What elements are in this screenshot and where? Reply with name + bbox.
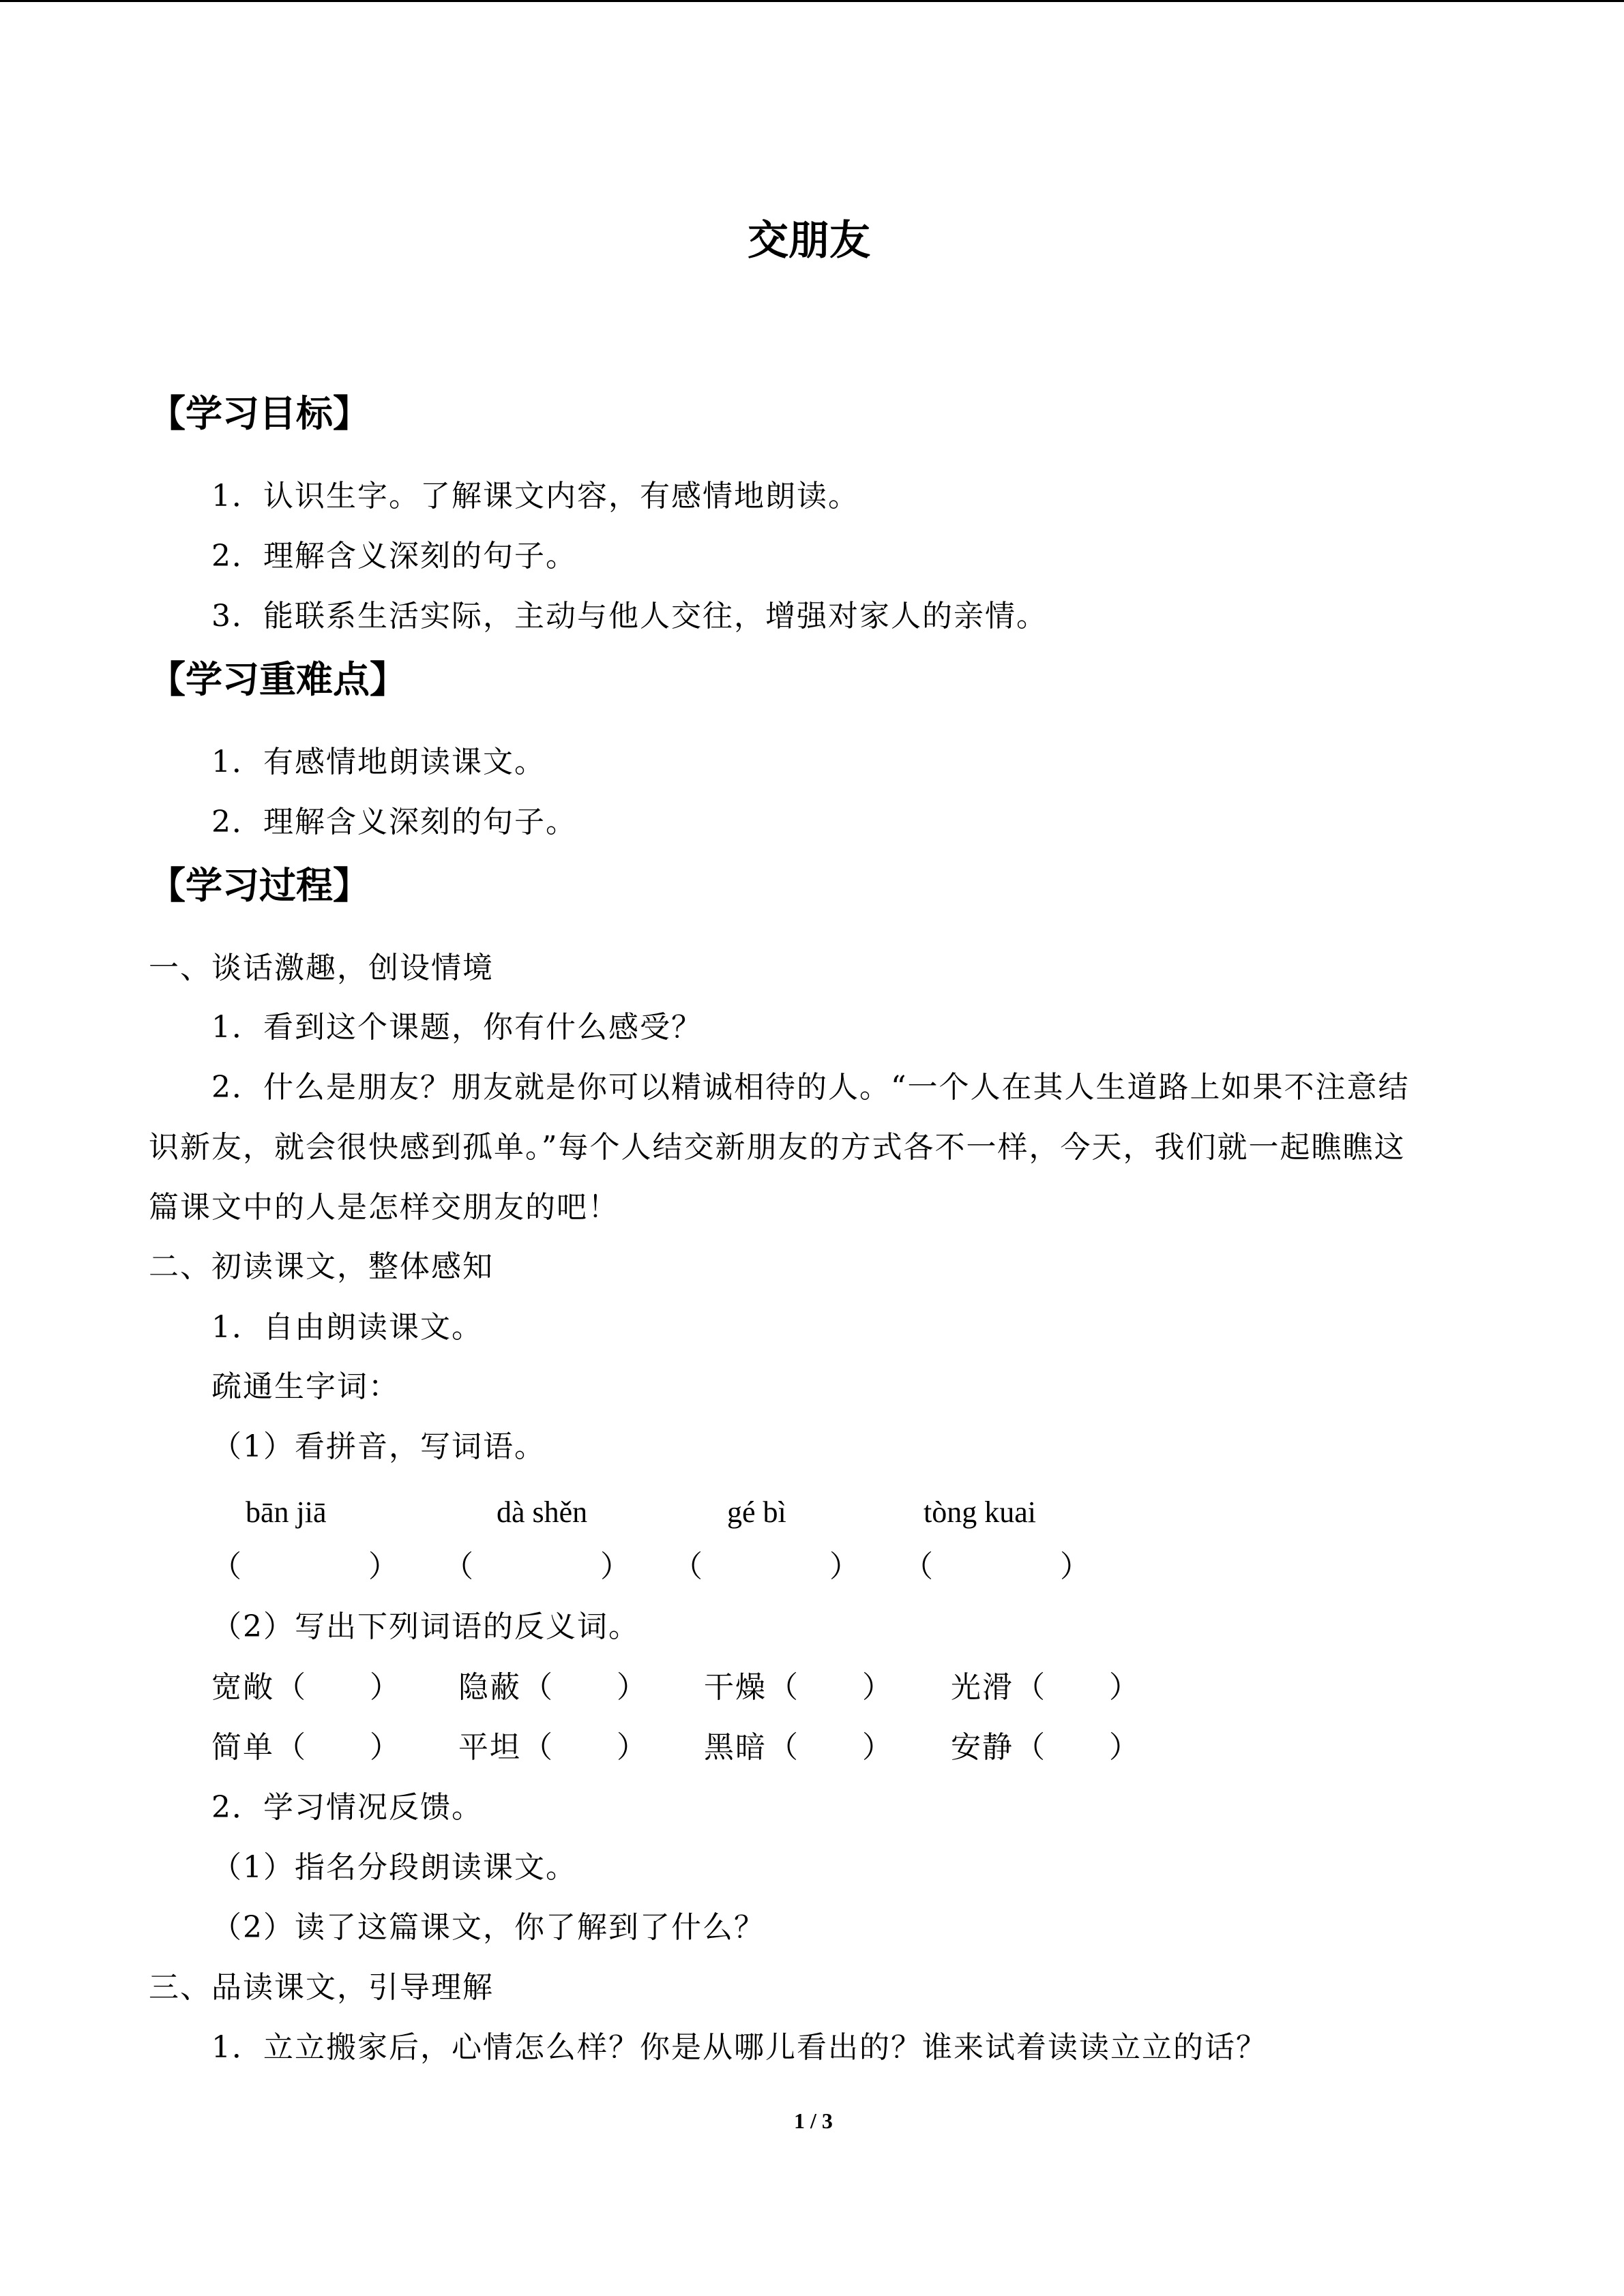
antonym-word: 平坦 xyxy=(458,1730,521,1765)
antonym-word: 宽敞 xyxy=(211,1670,274,1705)
part3-question-1: 1．立立搬家后，心情怎么样？你是从哪儿看出的？谁来试着读读立立的话？ xyxy=(211,2030,1267,2065)
antonym-word: 简单 xyxy=(211,1730,274,1765)
pinyin-2: dà shěn xyxy=(497,1495,588,1529)
antonym-blank[interactable]: （ ） xyxy=(522,1730,648,1765)
answer-blank-1[interactable]: （ ） xyxy=(211,1549,400,1584)
part2-step-2: 2．学习情况反馈。 xyxy=(211,1790,483,1825)
antonym-blank[interactable]: （ ） xyxy=(768,1670,894,1705)
answer-blank-4[interactable]: （ ） xyxy=(903,1549,1091,1584)
antonym-blank[interactable]: （ ） xyxy=(276,1670,401,1705)
part3-title: 三、品读课文，引导理解 xyxy=(149,1970,494,2005)
objective-item-3: 3．能联系生活实际，主动与他人交往，增强对家人的亲情。 xyxy=(211,599,1048,633)
part1-question-1: 1．看到这个课题，你有什么感受？ xyxy=(211,1010,703,1045)
pinyin-4: tòng kuai xyxy=(924,1495,1036,1529)
part2-step-1-sub: 疏通生字词： xyxy=(211,1369,400,1404)
page-title: 交朋友 xyxy=(748,217,870,265)
part2-step-1-question-2: （2）写出下列词语的反义词。 xyxy=(211,1609,640,1644)
part1-question-2-line-3: 篇课文中的人是怎样交朋友的吧！ xyxy=(149,1190,619,1225)
process-heading: 【学习过程】 xyxy=(149,864,370,907)
page-number: 1 / 3 xyxy=(794,2108,833,2133)
part2-step-2-question-2: （2）读了这篇课文，你了解到了什么？ xyxy=(211,1910,765,1945)
antonym-blank[interactable]: （ ） xyxy=(276,1730,401,1765)
answer-blank-3[interactable]: （ ） xyxy=(673,1549,861,1584)
part2-step-1: 1．自由朗读课文。 xyxy=(211,1310,483,1345)
objective-item-2: 2．理解含义深刻的句子。 xyxy=(211,539,577,573)
key-point-item-2: 2．理解含义深刻的句子。 xyxy=(211,805,577,839)
antonym-word: 光滑 xyxy=(951,1670,1014,1705)
part1-question-2-line-2: 识新友，就会很快感到孤单。”每个人结交新朋友的方式各不一样，今天，我们就一起瞧瞧这 xyxy=(149,1130,1406,1165)
part2-step-1-question-1: （1）看拼音，写词语。 xyxy=(211,1429,546,1464)
objectives-heading: 【学习目标】 xyxy=(149,392,370,435)
antonym-blank[interactable]: （ ） xyxy=(522,1670,648,1705)
pinyin-3: gé bì xyxy=(727,1495,786,1529)
antonym-blank[interactable]: （ ） xyxy=(1015,1670,1140,1705)
part2-title: 二、初读课文，整体感知 xyxy=(149,1249,494,1284)
key-points-heading: 【学习重难点】 xyxy=(149,658,407,701)
antonym-blank[interactable]: （ ） xyxy=(768,1730,894,1765)
pinyin-1: bān jiā xyxy=(246,1495,327,1529)
antonym-blank[interactable]: （ ） xyxy=(1015,1730,1140,1765)
antonym-word: 干燥 xyxy=(704,1670,767,1705)
antonym-word: 隐蔽 xyxy=(458,1670,521,1705)
answer-blank-2[interactable]: （ ） xyxy=(443,1549,632,1584)
part2-step-2-question-1: （1）指名分段朗读课文。 xyxy=(211,1850,577,1885)
antonym-word: 黑暗 xyxy=(704,1730,767,1765)
part1-question-2-line-1: 2．什么是朋友？朋友就是你可以精诚相待的人。“一个人在其人生道路上如果不注意结 xyxy=(211,1070,1410,1105)
key-point-item-1: 1．有感情地朗读课文。 xyxy=(211,745,546,779)
antonym-word: 安静 xyxy=(951,1730,1014,1765)
objective-item-1: 1．认识生字。了解课文内容，有感情地朗读。 xyxy=(211,479,859,513)
part1-title: 一、谈话激趣，创设情境 xyxy=(149,951,494,985)
top-border xyxy=(0,0,1624,2)
